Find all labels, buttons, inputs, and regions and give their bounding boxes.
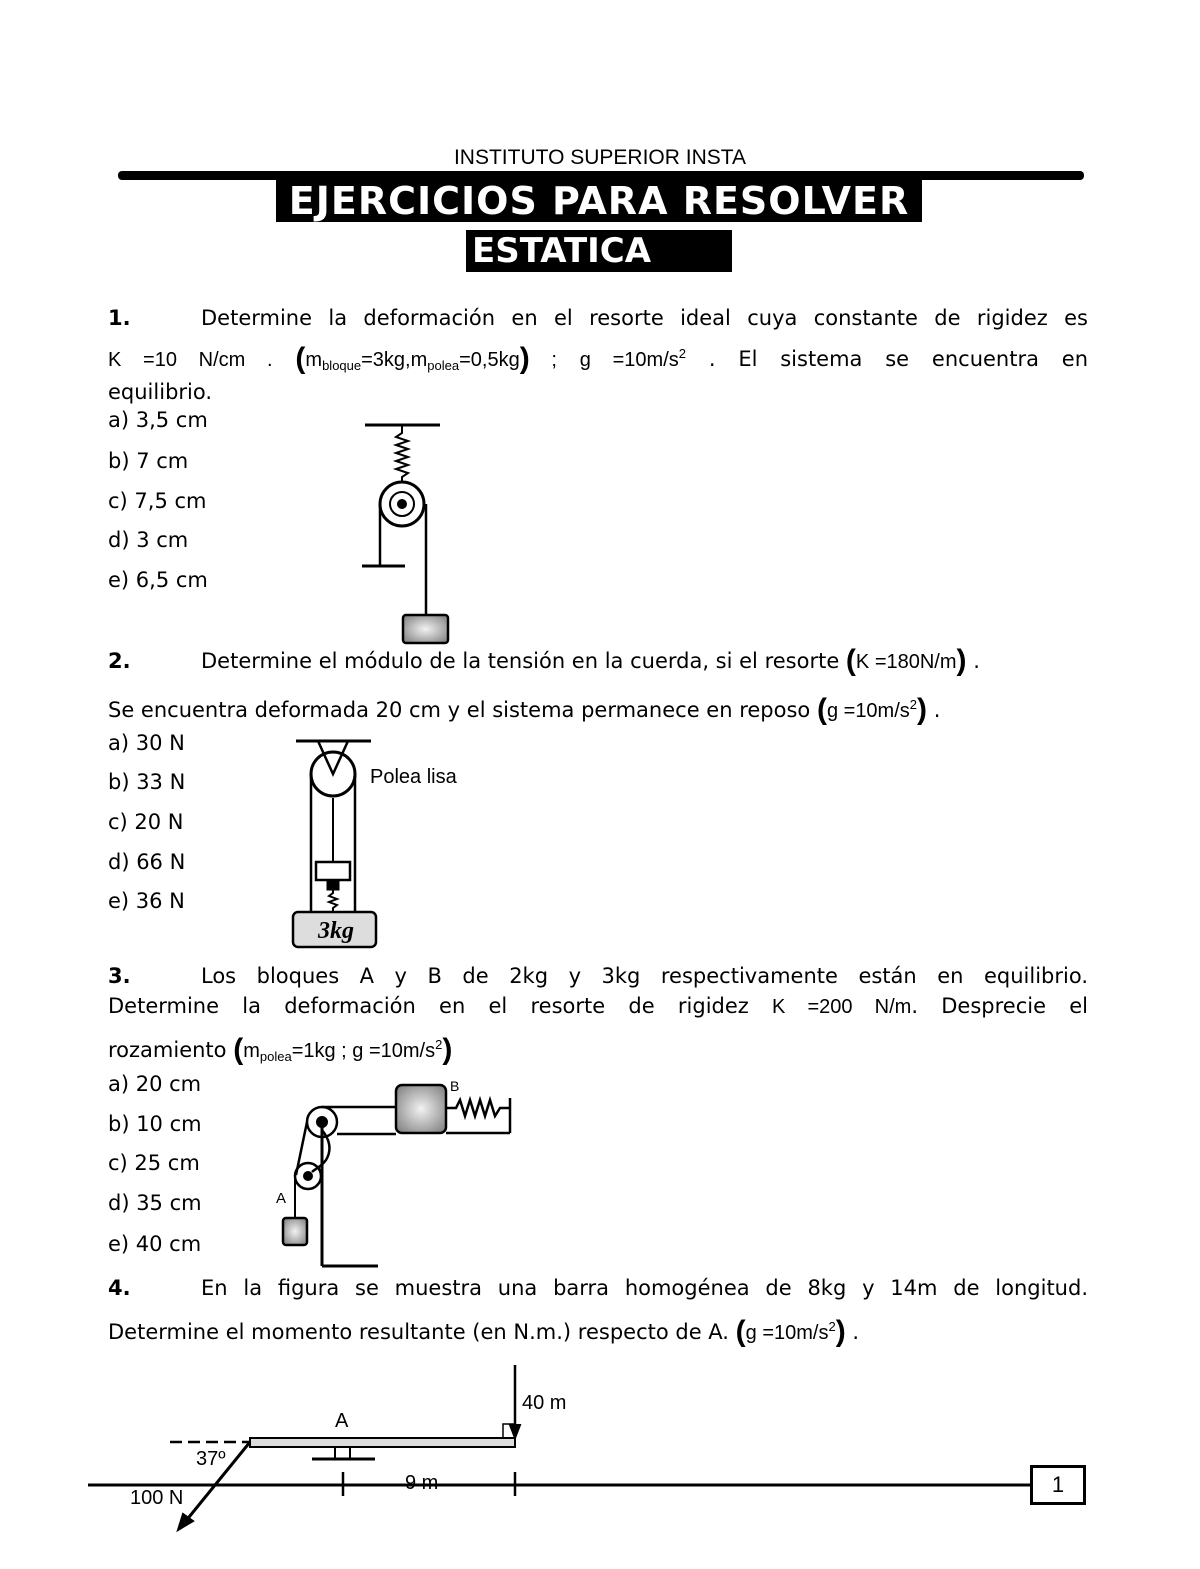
problem-4-force-up-label: 40 m xyxy=(522,1392,567,1414)
figure-2-mass-label: 3kg xyxy=(318,918,354,944)
problem-2-k: (K =180N/m) xyxy=(845,644,967,677)
figure-2-spring-cap xyxy=(316,862,350,880)
page-subtitle: ESTATICA xyxy=(466,230,732,272)
problem-1-text-end: . El sistema se encuentra en xyxy=(708,347,1089,371)
problem-3-option-a: a) 20 cm xyxy=(108,1072,202,1096)
problem-4-text: En la figura se muestra una barra homogénea de 8kg y 14m de longitud. xyxy=(201,1276,1088,1300)
figure-3-block-a xyxy=(283,1218,307,1245)
problem-2-number: 2. xyxy=(108,649,131,673)
problem-3-label-a: A xyxy=(276,1190,287,1207)
figure-2-pulley-spring xyxy=(293,741,376,947)
problem-1-masses: $(m_{bloque}=3kg,m_{polea}=0,5kg)$ ; xyxy=(295,342,557,375)
problem-2-pulley-label: Polea lisa xyxy=(370,766,457,788)
problem-1-number: 1. xyxy=(108,306,131,330)
figure-4-support xyxy=(335,1447,350,1459)
problem-4-text-2: Determine el momento resultante (en N.m.) respecto de A. xyxy=(108,1320,729,1344)
problem-3-text: Los bloques A y B de 2kg y 3kg respectivamente están en equilibrio. xyxy=(201,964,1088,988)
figure-4-force xyxy=(185,1442,250,1522)
problem-2-option-b: b) 33 N xyxy=(108,770,186,794)
page-title: EJERCICIOS PARA RESOLVER xyxy=(276,180,922,222)
problem-2-option-c: c) 20 N xyxy=(108,810,184,834)
problem-1-text: Determine la deformación en el resorte ideal cuya constante de rigidez es xyxy=(201,306,1088,330)
problem-4-line-2: Determine el momento resultante (en N.m.) respecto de A. $(g =10m/s^2)$ . xyxy=(108,1315,860,1348)
figure-3-blocks-pulleys xyxy=(283,1085,510,1266)
problem-4-angle-label: 37º xyxy=(196,1448,226,1470)
figure-1-spring-pulley xyxy=(362,425,448,643)
figure-3-block-b xyxy=(396,1085,446,1133)
figure-4-bar xyxy=(88,1365,1030,1530)
problem-2-option-a: a) 30 N xyxy=(108,731,185,755)
problem-4-force-label: 100 N xyxy=(130,1487,184,1509)
problem-1-option-a: a) 3,5 cm xyxy=(108,408,208,432)
problem-4-gravity: $(g =10m/s^2)$ xyxy=(735,1315,846,1348)
figure-4-bar-body xyxy=(250,1438,515,1447)
problem-1-gravity: $g =10m/s^2$ xyxy=(579,346,686,371)
figure-3-spring xyxy=(446,1100,510,1116)
problem-3-option-c: c) 25 cm xyxy=(108,1151,200,1175)
problem-3-label-b: B xyxy=(450,1078,460,1094)
problem-3-number: 3. xyxy=(108,964,131,988)
problem-2-line-2: Se encuentra deformada 20 cm y el sistema permanece en reposo $(g =10m/s^2)$ . xyxy=(108,693,941,726)
problem-1-option-c: c) 7,5 cm xyxy=(108,489,207,513)
problem-3-masses: ($m_{polea}=1kg$ ; $g =10m/s^2$) xyxy=(233,1033,453,1066)
problem-3-k: K =200 N/m xyxy=(772,996,912,1018)
problem-4-distance-label: 9 m xyxy=(405,1472,439,1494)
problem-2-text-2: Se encuentra deformada 20 cm y el sistema permanece en reposo xyxy=(108,698,811,722)
problem-2-option-d: d) 66 N xyxy=(108,850,186,874)
problem-3-option-e: e) 40 cm xyxy=(108,1232,202,1256)
problem-4-number: 4. xyxy=(108,1276,131,1300)
problem-3-text-2a: Determine la deformación en el resorte de rigidez xyxy=(108,994,749,1018)
figure-2-spring xyxy=(329,890,337,912)
problem-2-line-1: 2. Determine el módulo de la tensión en la cuerda, si el resorte (K =180N/m) . xyxy=(108,644,980,677)
problem-1-option-d: d) 3 cm xyxy=(108,528,189,552)
institute-name: INSTITUTO SUPERIOR INSTA xyxy=(448,146,752,169)
problem-3-text-2b: . Desprecie el xyxy=(911,994,1088,1018)
problem-2-option-e: e) 36 N xyxy=(108,889,185,913)
problem-1-option-e: e) 6,5 cm xyxy=(108,568,208,592)
problem-1-option-b: b) 7 cm xyxy=(108,449,189,473)
figure-1-spring xyxy=(396,425,408,482)
problem-2-gravity: $(g =10m/s^2)$ xyxy=(816,693,928,726)
figure-1-block xyxy=(403,615,448,643)
problem-1-line-3: equilibrio. xyxy=(108,380,213,404)
problem-3-option-d: d) 35 cm xyxy=(108,1191,202,1215)
problem-1-k: K =10 N/cm . xyxy=(108,349,273,371)
problem-4-point-a-label: A xyxy=(335,1410,349,1432)
problem-2-text: Determine el módulo de la tensión en la cuerda, si el resorte xyxy=(201,649,840,673)
page-number: 1 xyxy=(1030,1465,1086,1505)
problem-3-text-3: rozamiento xyxy=(108,1038,227,1062)
problem-3-option-b: b) 10 cm xyxy=(108,1112,202,1136)
